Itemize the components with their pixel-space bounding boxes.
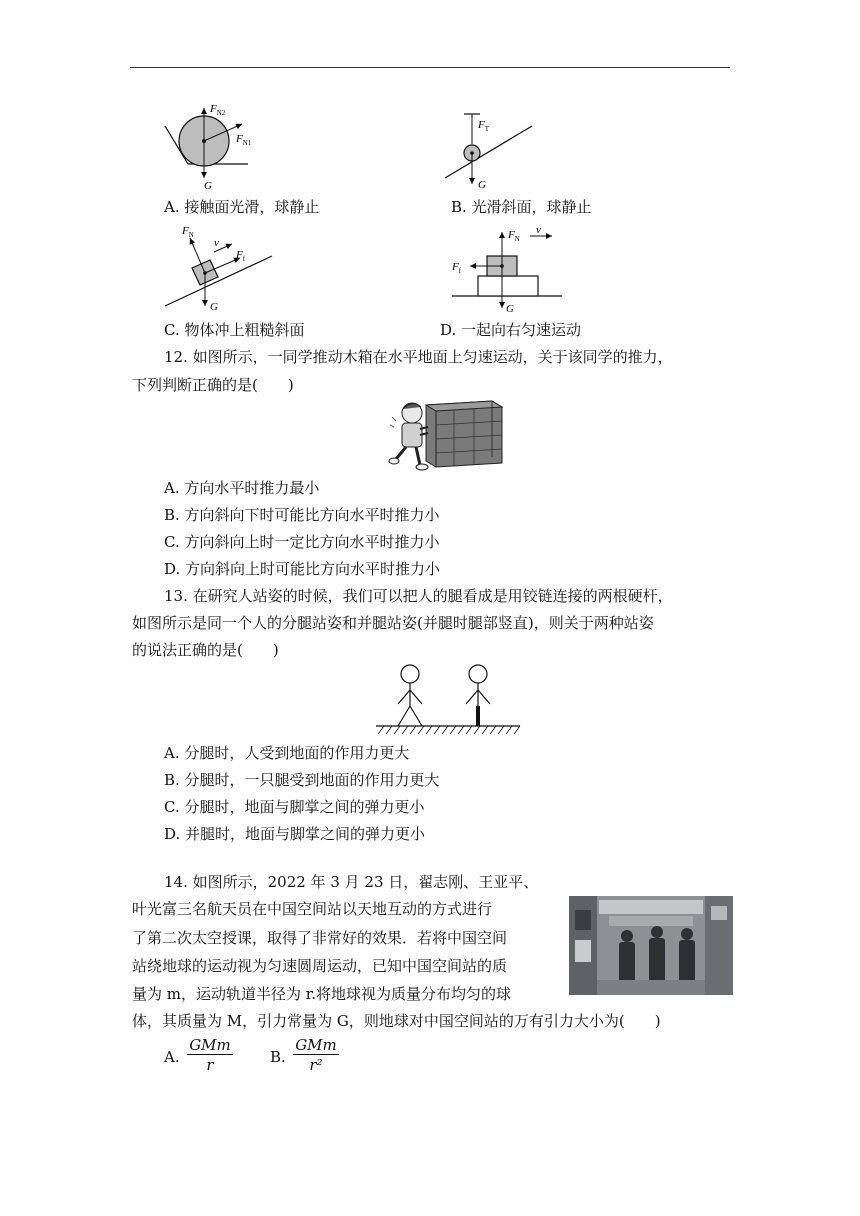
figure-a-ball-smooth [160,98,270,193]
figure-student-pushing-crate [384,397,516,471]
figure-two-standing-postures [374,660,522,736]
q14-option-b-fraction [293,1036,339,1075]
caption-d: D. 一起向右匀速运动 [440,321,582,339]
svg-text:FN: $F_N$ [182,225,194,239]
q14-stem-line5: 量为 m，运动轨道半径为 r.将地球视为质量分布均匀的球 [132,985,512,1003]
q13-stem-line2: 如图所示是同一个人的分腿站姿和并腿站姿(并腿时腿部竖直)，则关于两种站姿 [132,614,654,632]
q12-stem-line1: 12. 如图所示，一同学推动木箱在水平地面上匀速运动，关于该同学的推力， [164,348,673,366]
q14-option-b-numerator: GMm [293,1036,339,1055]
svg-text:G: G [506,303,514,314]
q14-stem-line3: 了第二次太空授课，取得了非常好的效果．若将中国空间 [132,929,508,947]
svg-text:FN1: $F_{N1}$ [236,133,252,147]
q13-stem-line1: 13. 在研究人站姿的时候，我们可以把人的腿看成是用铰链连接的两根硬杆， [164,587,673,605]
q14-option-a-numerator: GMm [187,1036,233,1055]
svg-text:v: v [536,224,541,236]
q14-stem-line2: 叶光富三名航天员在中国空间站以天地互动的方式进行 [132,900,493,918]
q13-option-b: B. 分腿时，一只腿受到地面的作用力更大 [164,771,440,789]
q14-option-a-label: A. [164,1048,180,1066]
q13-stem-line3: 的说法正确的是( ) [132,641,279,659]
svg-text:G: G [478,179,486,191]
q12-stem-line2: 下列判断正确的是( ) [132,376,294,394]
q14-option-b-label: B. [270,1048,286,1066]
figure-c-block-incline [160,222,280,312]
svg-text:Ff: $F_f$ [452,261,462,275]
svg-text:v: v [214,237,219,249]
svg-text:G: G [210,301,218,312]
q14-stem-line6: 体，其质量为 M，引力常量为 G，则地球对中国空间站的万有引力大小为( ) [132,1012,661,1030]
svg-text:Ff: $F_f$ [236,249,246,263]
q14-option-a-fraction [187,1036,233,1075]
header-rule [130,67,730,68]
q14-stem-line1: 14. 如图所示，2022 年 3 月 23 日，翟志刚、王亚平、 [164,873,539,891]
q14-option-a-denominator: r [206,1056,214,1074]
q13-option-c: C. 分腿时，地面与脚掌之间的弹力更小 [164,798,425,816]
q12-option-a: A. 方向水平时推力最小 [164,479,320,497]
q14-stem-line4: 站绕地球的运动视为匀速圆周运动，已知中国空间站的质 [132,957,508,975]
svg-text:FN2: $F_{N2}$ [210,103,226,117]
svg-text:FN: $F_N$ [508,229,520,243]
caption-c: C. 物体冲上粗糙斜面 [164,321,305,339]
q12-option-d: D. 方向斜向上时可能比方向水平时推力小 [164,560,441,578]
astronauts-space-station-photo [569,896,733,995]
caption-b: B. 光滑斜面，球静止 [451,198,592,216]
figure-b-ball-incline [440,110,540,192]
caption-a: A. 接触面光滑，球静止 [164,198,320,216]
svg-text:FT: $F_T$ [478,119,490,133]
svg-text:G: G [204,180,212,192]
q13-option-d: D. 并腿时，地面与脚掌之间的弹力更小 [164,825,426,843]
figure-d-stacked-blocks [450,222,570,314]
q12-option-b: B. 方向斜向下时可能比方向水平时推力小 [164,506,440,524]
q12-option-c: C. 方向斜向上时一定比方向水平时推力小 [164,533,440,551]
q13-option-a: A. 分腿时，人受到地面的作用力更大 [164,744,410,762]
q14-option-b-denominator: r² [309,1056,323,1074]
